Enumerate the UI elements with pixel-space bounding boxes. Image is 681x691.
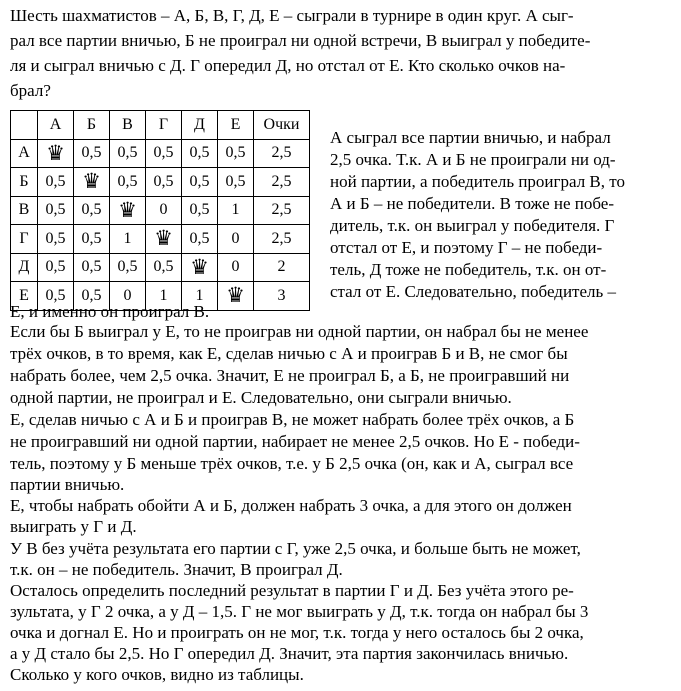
body-line: У В без учёта результата его партии с Г, уже 2,5 очка, и больше быть не может,: [10, 539, 581, 558]
score-cell: 1: [218, 196, 254, 225]
score-cell: 0,5: [146, 139, 182, 168]
score-cell: 0,5: [146, 253, 182, 282]
body-line: очка и догнал Е. Но и проиграть он не мог, т.к. тогда у него осталось бы 2 очка,: [10, 623, 584, 642]
side-line: А сыграл все партии вничью, и набрал: [330, 128, 611, 147]
table-row: [11, 168, 310, 197]
score-cell: 0,5: [38, 282, 74, 311]
row-label: Е: [11, 282, 38, 311]
problem-line: брал?: [10, 81, 51, 100]
body-line: Если бы Б выиграл у Е, то не проиграв ни одной партии, он набрал бы не менее: [10, 322, 589, 341]
column-header: А: [38, 111, 74, 140]
score-cell: 0,5: [146, 168, 182, 197]
column-header: Г: [146, 111, 182, 140]
problem-line: ля и сыграл вничью с Д. Г опередил Д, но отстал от Е. Кто сколько очков на-: [10, 56, 566, 75]
queen-icon: ♛: [146, 225, 182, 254]
row-label: Б: [11, 168, 38, 197]
table-corner: [11, 111, 38, 140]
column-header: Е: [218, 111, 254, 140]
score-cell: 0,5: [182, 139, 218, 168]
total-cell: 3: [254, 282, 310, 311]
score-cell: 1: [182, 282, 218, 311]
score-cell: 0: [110, 282, 146, 311]
total-cell: 2: [254, 253, 310, 282]
problem-line: рал все партии вничью, Б не проиграл ни одной встречи, В выиграл у победите-: [10, 31, 591, 50]
table-row: [11, 139, 310, 168]
score-cell: 0,5: [218, 168, 254, 197]
total-cell: 2,5: [254, 139, 310, 168]
score-cell: 0,5: [74, 139, 110, 168]
body-line: одной партии, не проиграл и Е. Следовательно, они сыграли вничью.: [10, 388, 512, 407]
side-line: дитель, т.к. он выиграл у победителя. Г: [330, 216, 615, 235]
score-cell: 0,5: [38, 225, 74, 254]
score-cell: 0,5: [38, 253, 74, 282]
row-label: Д: [11, 253, 38, 282]
side-line: ной партии, а победитель проиграл В, то: [330, 172, 625, 191]
score-cell: 0,5: [38, 196, 74, 225]
body-line: Е, и именно он проиграл В.: [10, 302, 210, 321]
body-line: Осталось определить последний результат в партии Г и Д. Без учёта этого ре-: [10, 581, 574, 600]
queen-icon: ♛: [38, 139, 74, 168]
body-line: а у Д стало бы 2,5. Но Г опередил Д. Значит, эта партия закончилась вничью.: [10, 644, 569, 663]
queen-icon: ♛: [110, 196, 146, 225]
body-line: Е, чтобы набрать обойти А и Б, должен набрать 3 очка, а для этого он должен: [10, 496, 572, 515]
score-cell: 0,5: [74, 253, 110, 282]
score-cell: 0,5: [110, 139, 146, 168]
body-line: Сколько у кого очков, видно из таблицы.: [10, 665, 304, 684]
score-cell: 1: [110, 225, 146, 254]
body-line: т.к. он – не победитель. Значит, В проиграл Д.: [10, 560, 343, 579]
score-cell: 0,5: [182, 168, 218, 197]
score-cell: 0,5: [182, 225, 218, 254]
table-header-row: [11, 111, 310, 140]
body-line: зультата, у Г 2 очка, а у Д – 1,5. Г не мог выиграть у Д, т.к. тогда он набрал бы 3: [10, 602, 589, 621]
side-line: стал от Е. Следовательно, победитель –: [330, 282, 617, 301]
side-line: 2,5 очка. Т.к. А и Б не проиграли ни од-: [330, 150, 616, 169]
side-line: отстал от Е, и поэтому Г – не победи-: [330, 238, 603, 257]
table-row: [11, 253, 310, 282]
total-cell: 2,5: [254, 168, 310, 197]
body-line: Е, сделав ничью с А и Б и проиграв В, не может набрать более трёх очков, а Б: [10, 410, 575, 429]
side-line: А и Б – не победители. В тоже не побе-: [330, 194, 614, 213]
score-cell: 0,5: [74, 196, 110, 225]
column-header: В: [110, 111, 146, 140]
queen-icon: ♛: [218, 282, 254, 311]
score-cell: 0,5: [182, 196, 218, 225]
total-cell: 2,5: [254, 225, 310, 254]
tournament-table-wrapper: [10, 110, 310, 311]
side-line: тель, Д тоже не победитель, т.к. он от-: [330, 260, 607, 279]
body-line: не проигравший ни одной партии, набирает не менее 2,5 очков. Но Е - победи-: [10, 432, 580, 451]
body-line: тель, поэтому у Б меньше трёх очков, т.е. у Б 2,5 очка (он, как и А, сыграл все: [10, 454, 574, 473]
score-cell: 0: [218, 253, 254, 282]
column-header: Б: [74, 111, 110, 140]
row-label: В: [11, 196, 38, 225]
score-cell: 0: [146, 196, 182, 225]
body-line: выиграть у Г и Д.: [10, 517, 137, 536]
tournament-table: [10, 110, 310, 311]
score-cell: 1: [146, 282, 182, 311]
row-label: Г: [11, 225, 38, 254]
total-header: Очки: [254, 111, 310, 140]
score-cell: 0,5: [38, 168, 74, 197]
total-cell: 2,5: [254, 196, 310, 225]
problem-line: Шесть шахматистов – А, Б, В, Г, Д, Е – сыграли в турнире в один круг. А сыг-: [10, 6, 574, 25]
body-line: партии вничью.: [10, 475, 125, 494]
score-cell: 0,5: [110, 168, 146, 197]
column-header: Д: [182, 111, 218, 140]
body-line: набрать более, чем 2,5 очка. Значит, Е не проиграл Б, а Б, не проигравший ни: [10, 366, 570, 385]
body-line: трёх очков, в то время, как Е, сделав ничью с А и проиграв Б и В, не смог бы: [10, 344, 568, 363]
score-cell: 0: [218, 225, 254, 254]
queen-icon: ♛: [74, 168, 110, 197]
row-label: А: [11, 139, 38, 168]
score-cell: 0,5: [74, 225, 110, 254]
queen-icon: ♛: [182, 253, 218, 282]
table-row: [11, 225, 310, 254]
score-cell: 0,5: [218, 139, 254, 168]
score-cell: 0,5: [74, 282, 110, 311]
score-cell: 0,5: [110, 253, 146, 282]
table-row: [11, 196, 310, 225]
